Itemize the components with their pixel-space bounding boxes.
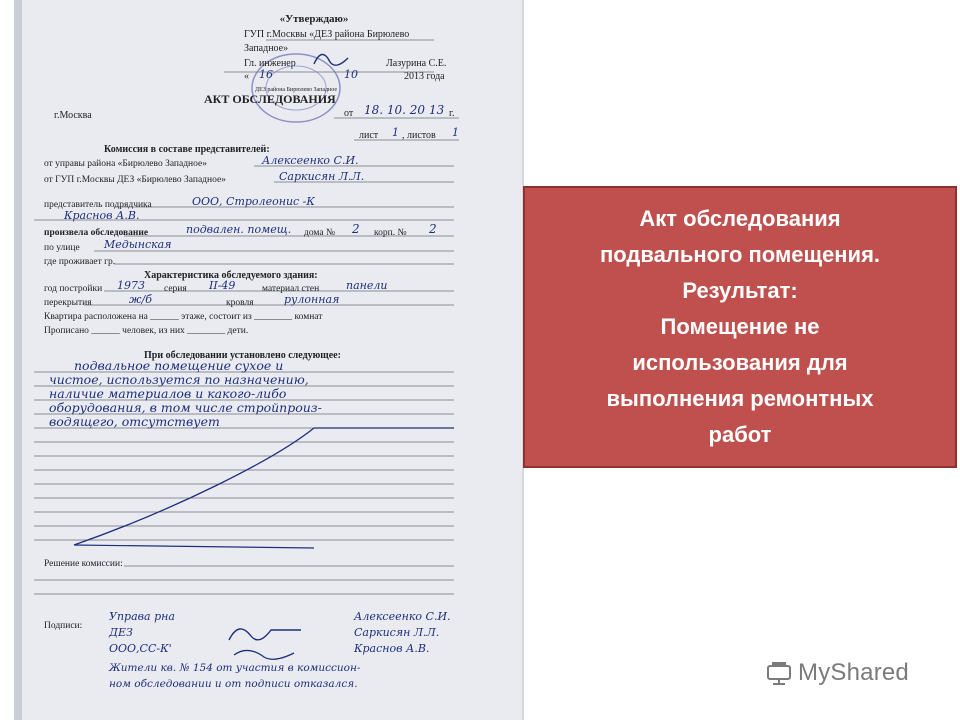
roof-label: кровля <box>226 298 254 308</box>
contractor-org: ООО, Стролеонис -К <box>192 195 315 208</box>
uprava-label: от управы района «Бирюлево Западное» <box>44 159 207 169</box>
findings-line-5: водящего, отсутствует <box>49 414 220 429</box>
approval-date-quote: « <box>244 71 249 82</box>
z-strike-diagonal <box>74 428 314 545</box>
inspected-object: подвален. помещ. <box>186 223 292 236</box>
chief-engineer-label: Гл. инженер <box>244 58 296 69</box>
signature-org-2: ДЕЗ <box>109 626 133 639</box>
commission-heading: Комиссия в составе представителей: <box>104 144 270 155</box>
walls-label: материал стен <box>262 284 320 294</box>
findings-line-2: чистое, используется по назначению, <box>49 372 309 387</box>
callout-line-1: Акт обследования <box>639 206 841 231</box>
act-date-suffix: г. <box>449 108 455 119</box>
sheet-value: 1 <box>392 126 399 139</box>
result-callout <box>523 186 957 468</box>
callout-line-3: Результат: <box>682 278 798 303</box>
roof-value: рулонная <box>284 293 340 306</box>
chief-signature <box>314 54 348 65</box>
build-year-label: год постройки <box>44 284 103 294</box>
findings-line-1: подвальное помещение сухое и <box>74 358 284 373</box>
signatory-2: Саркисян Л.Л. <box>354 626 440 639</box>
watermark-text: MyShared <box>798 659 909 686</box>
characteristics-heading: Характеристика обследуемого здания: <box>144 270 318 281</box>
z-strike-bottom <box>74 545 314 548</box>
gup-label: от ГУП г.Москвы ДЕЗ «Бирюлево Западное» <box>44 175 226 185</box>
floors-value: ж/б <box>129 293 152 306</box>
street-label: по улице <box>44 243 80 253</box>
approval-date-day: 16 <box>259 68 273 81</box>
street-name: Медынская <box>104 238 172 251</box>
floors-label: перекрытия <box>44 298 92 308</box>
signature-org-1: Управа рна <box>109 610 175 623</box>
signatory-3: Краснов А.В. <box>354 642 430 655</box>
city-label: г.Москва <box>54 110 92 121</box>
signature-org-3: ООО,СС-К' <box>109 642 172 655</box>
approval-org-line2: Западное» <box>244 43 289 54</box>
approval-date-month: 10 <box>344 68 358 81</box>
decision-label: Решение комиссии: <box>44 559 123 569</box>
build-year-value: 1973 <box>117 279 145 292</box>
callout-line-2: подвального помещения. <box>599 242 881 267</box>
projector-icon <box>766 660 792 686</box>
sheets-label: , листов <box>402 130 436 141</box>
act-date-value: 18. 10. 20 <box>364 103 426 117</box>
series-value: II-49 <box>209 279 236 292</box>
act-date-label: от <box>344 108 354 119</box>
apartment-line: Квартира расположена на ______ этаже, состоит из ________ комнат <box>44 312 323 322</box>
sheets-value: 1 <box>452 126 459 139</box>
callout-line-7: работ <box>708 422 772 447</box>
act-date-year: 13 <box>429 103 445 117</box>
approval-heading: «Утверждаю» <box>279 13 349 25</box>
sheet-label: лист <box>359 130 379 141</box>
signatory-1: Алексеенко С.И. <box>354 610 451 623</box>
gup-representative: Саркисян Л.Л. <box>279 170 365 183</box>
document-title: АКТ ОБСЛЕДОВАНИЯ <box>204 92 336 106</box>
callout-line-4: Помещение не <box>660 314 820 339</box>
myshared-watermark <box>766 655 909 691</box>
series-label: серия <box>164 284 187 294</box>
contractor-name: Краснов А.В. <box>64 209 140 222</box>
walls-value: панели <box>346 279 388 292</box>
callout-line-6: выполнения ремонтных <box>606 386 874 411</box>
chief-engineer-name: Лазурина С.Е. <box>386 58 447 69</box>
building-number: 2 <box>429 222 437 236</box>
approval-date-year: 2013 года <box>404 71 445 82</box>
document-scan <box>14 0 522 720</box>
signatures-label: Подписи: <box>44 621 83 631</box>
findings-heading: При обследовании установлено следующее: <box>144 350 341 361</box>
findings-line-3: наличие материалов и какого-либо <box>49 386 287 401</box>
note-line-2: ном обследовании и от подписи отказался. <box>109 678 358 690</box>
registered-line: Прописано ______ человек, из них ________ дети. <box>44 326 249 336</box>
signature-scrawl-2 <box>234 650 294 659</box>
building-label: корп. № <box>374 228 407 238</box>
house-label: дома № <box>304 228 336 238</box>
contractor-label: представитель подрядчика <box>44 200 152 210</box>
house-number: 2 <box>352 222 360 236</box>
stamp-lettering: ДЕЗ района Бирюлево Западное <box>255 87 337 93</box>
note-line-1: Жители кв. № 154 от участия в комиссион- <box>109 662 361 674</box>
signature-scrawl-1 <box>229 629 301 640</box>
scanned-inspection-act <box>14 0 524 720</box>
uprava-representative: Алексеенко С.И. <box>262 154 359 167</box>
callout-line-5: использования для <box>632 350 848 375</box>
approval-org-line1: ГУП г.Москвы «ДЕЗ района Бирюлево <box>244 29 410 40</box>
resident-label: где проживает гр. <box>44 257 116 267</box>
inspected-label: произвела обследование <box>44 228 149 238</box>
findings-line-4: оборудования, в том числе стройпроиз- <box>49 400 322 415</box>
